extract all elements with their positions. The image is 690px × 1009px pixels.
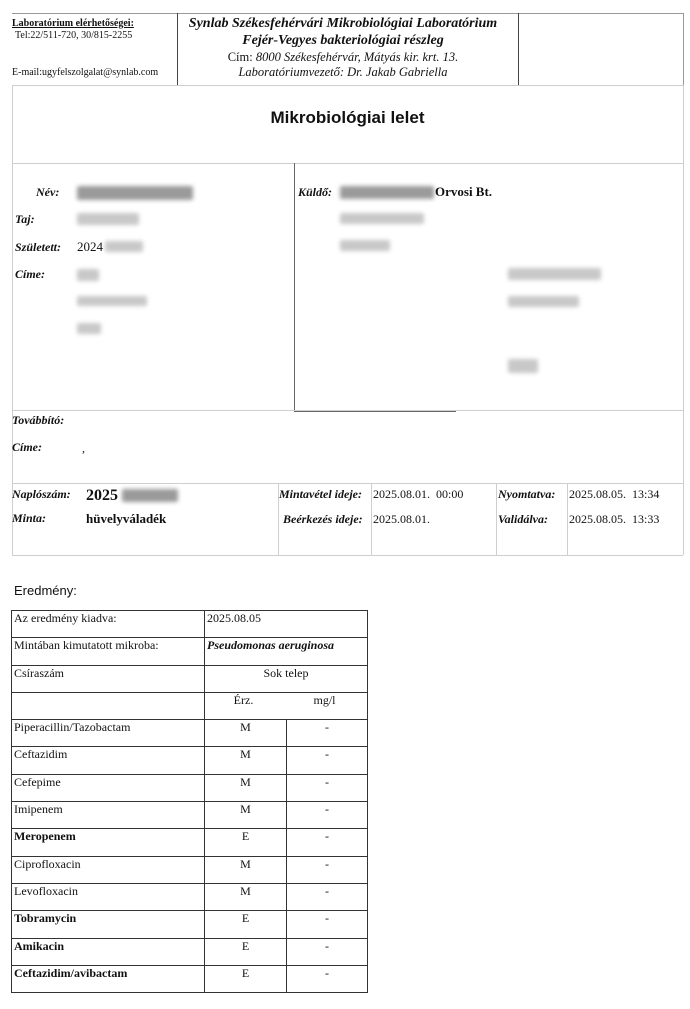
patient-address-redacted-3 [77,323,101,334]
microbe-value: Pseudomonas aeruginosa [205,638,368,665]
antibiotic-mic: - [287,883,368,910]
lab-address-value: 8000 Székesfehérvár, Mátyás kir. krt. 13. [255,50,459,64]
sample-type-value: hüvelyváladék [86,511,167,526]
antibiotic-sensitivity: E [205,965,287,992]
received-value: 2025.08.01. [373,512,430,526]
antibiotic-name: Ciprofloxacin [12,856,205,883]
patient-address-redacted-2 [77,296,147,306]
count-label: Csíraszám [12,665,205,692]
result-row-microbe [12,638,368,665]
result-row-columns [12,692,368,719]
antibiotic-sensitivity: E [205,938,287,965]
printed-value: 2025.08.05. 13:34 [569,487,660,501]
sender-name-suffix: Orvosi Bt. [435,184,493,199]
patient-name-label: Név: [36,185,60,199]
patient-born-value: 2024 [77,239,103,254]
antibiotic-row [12,829,368,856]
antibiotic-row [12,856,368,883]
sample-col-2 [371,483,372,555]
antibiotic-mic: - [287,747,368,774]
result-row-count [12,665,368,692]
forwarder-divider [12,410,683,411]
patient-address-redacted-1 [77,269,99,281]
sender-address-redacted-2 [340,240,390,251]
log-number-redacted [122,489,178,502]
antibiotic-name: Cefepime [12,774,205,801]
lab-contact-heading: Laboratórium elérhetőségei: [12,18,134,29]
antibiotic-name: Tobramycin [12,911,205,938]
result-row-issued [12,611,368,638]
form-top-border [12,85,683,86]
column-mic: mg/l [313,692,336,707]
antibiotic-row [12,774,368,801]
issued-label: Az eredmény kiadva: [12,611,205,638]
collected-label: Mintavétel ideje: [279,487,362,501]
antibiotic-mic: - [287,856,368,883]
sender-label: Küldő: [298,185,333,199]
lab-contact-email: E-mail:ugyfelszolgalat@synlab.com [12,67,159,78]
patient-born-label: Született: [15,240,62,254]
header-top-border [12,13,683,14]
antibiotic-mic: - [287,720,368,747]
column-sensitivity: Érz. [233,692,254,707]
antibiotic-sensitivity: M [205,720,287,747]
antibiotic-sensitivity: M [205,883,287,910]
antibiotic-row [12,720,368,747]
printed-label: Nyomtatva: [498,487,556,501]
sample-divider [12,483,683,484]
antibiotic-name: Meropenem [12,829,205,856]
patient-born-redacted [105,241,143,252]
microbe-label: Mintában kimutatott mikroba: [12,638,205,665]
header-divider-right [518,13,519,85]
antibiotic-mic: - [287,829,368,856]
antibiotic-mic: - [287,911,368,938]
patient-address-label: Címe: [15,267,45,281]
result-heading: Eredmény: [14,583,77,598]
header-right-border [683,13,684,85]
log-number-value: 2025 [86,487,118,504]
result-table [11,610,368,993]
collected-value: 2025.08.01. 00:00 [373,487,464,501]
sender-name-redacted [340,186,434,199]
antibiotic-name: Ceftazidim [12,747,205,774]
lab-contact-tel: Tel:22/511-720, 30/815-2255 [15,30,133,41]
lab-unit: Fejér-Vegyes bakteriológiai részleg [242,33,444,48]
column-header-empty [12,692,205,719]
antibiotic-name: Levofloxacin [12,883,205,910]
form-left-border [12,85,13,555]
sender-address-redacted-4 [508,296,579,307]
antibiotic-row [12,911,368,938]
forwarder-address-label: Címe: [12,440,42,454]
sample-type-label: Minta: [12,511,47,525]
antibiotic-name: Amikacin [12,938,205,965]
sender-box-left [294,163,295,411]
lab-address-label: Cím: [227,50,253,64]
patient-taj-label: Taj: [15,212,35,226]
lab-address [178,50,508,65]
antibiotic-sensitivity: M [205,856,287,883]
antibiotic-name: Piperacillin/Tazobactam [12,720,205,747]
received-label: Beérkezés ideje: [283,512,363,526]
antibiotic-sensitivity: M [205,802,287,829]
form-bottom-border [12,555,683,556]
antibiotic-mic: - [287,965,368,992]
antibiotic-sensitivity: E [205,911,287,938]
forwarder-label: Továbbító: [12,413,65,427]
sender-address-redacted-1 [340,213,424,224]
sender-address-redacted-3 [508,268,601,280]
antibiotic-mic: - [287,938,368,965]
page-title: Mikrobiológiai lelet [270,108,425,127]
form-right-border [683,85,684,555]
antibiotic-row [12,747,368,774]
validated-value: 2025.08.05. 13:33 [569,512,660,526]
count-value: Sok telep [205,665,368,692]
antibiotic-name: Ceftazidim/avibactam [12,965,205,992]
antibiotic-sensitivity: E [205,829,287,856]
forwarder-address-value: , [82,441,85,455]
antibiotic-mic: - [287,802,368,829]
title-divider [12,163,683,164]
validated-label: Validálva: [498,512,548,526]
antibiotic-mic: - [287,774,368,801]
sample-col-3 [496,483,497,555]
antibiotic-name: Imipenem [12,802,205,829]
log-number-label: Naplószám: [12,487,71,501]
antibiotic-row [12,802,368,829]
antibiotic-row [12,965,368,992]
sender-address-redacted-5 [508,359,538,373]
sender-box-bottom [294,411,456,412]
antibiotic-row [12,938,368,965]
patient-name-redacted [77,186,193,200]
column-header-cell [205,692,368,719]
antibiotic-row [12,883,368,910]
antibiotic-sensitivity: M [205,747,287,774]
lab-name: Synlab Székesfehérvári Mikrobiológiai Laboratórium [188,16,498,31]
patient-taj-redacted [77,213,139,225]
antibiotic-sensitivity: M [205,774,287,801]
sample-col-4 [567,483,568,555]
lab-head: Laboratóriumvezető: Dr. Jakab Gabriella [238,65,448,79]
issued-value: 2025.08.05 [205,611,368,638]
